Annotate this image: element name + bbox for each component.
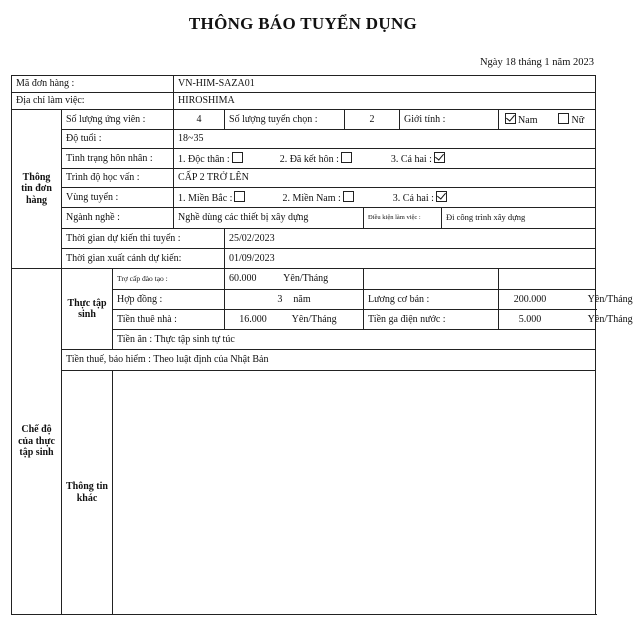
page-title: THÔNG BÁO TUYỂN DỤNG <box>188 14 418 33</box>
exam-row <box>12 229 596 249</box>
education-label: Trình độ học vấn : <box>62 169 174 188</box>
marital-row <box>12 149 596 169</box>
exam-label: Thời gian dự kiến thi tuyển : <box>62 229 225 249</box>
age-row <box>12 130 596 149</box>
gender-female-checkbox[interactable] <box>558 113 569 124</box>
recruitment-form <box>11 75 633 615</box>
education-row <box>12 169 596 188</box>
region-both-checkbox[interactable] <box>436 191 447 202</box>
marital-both-checkbox[interactable] <box>434 152 445 163</box>
gender-label: Giới tính : <box>400 110 499 130</box>
document-date: Ngày 18 tháng 1 năm 2023 <box>479 57 594 68</box>
workplace-value: HIROSHIMA <box>174 93 596 110</box>
salary-unit: Yên/Tháng <box>587 293 633 305</box>
insurance-row <box>12 350 596 371</box>
candidates-row <box>12 110 596 130</box>
utilities-label: Tiền ga điện nước : <box>364 310 499 330</box>
other-info-section: Thông tin khác <box>62 371 113 615</box>
rent-label: Tiền thuê nhà : <box>113 310 225 330</box>
training-row <box>12 269 596 290</box>
utilities-amount: 5.000 <box>518 313 542 325</box>
other-info-content <box>113 371 596 615</box>
candidates-value: 4 <box>174 110 225 130</box>
condition-value: Đi công trình xây dựng <box>442 208 596 229</box>
salary-cell <box>499 290 633 310</box>
utilities-unit: Yên/Tháng <box>587 313 633 325</box>
age-label: Độ tuổi : <box>62 130 174 149</box>
region-south-checkbox[interactable] <box>343 191 354 202</box>
marital-label: Tình trạng hôn nhân : <box>62 149 174 169</box>
candidates-label: Số lượng ứng viên : <box>62 110 174 130</box>
contract-label: Hợp đồng : <box>113 290 225 310</box>
region-options <box>174 188 596 208</box>
other-info-row <box>12 371 596 615</box>
gender-options <box>499 110 596 130</box>
marital-married-checkbox[interactable] <box>341 152 352 163</box>
marital-single-checkbox[interactable] <box>232 152 243 163</box>
departure-value: 01/09/2023 <box>225 249 596 269</box>
training-amount-cell <box>225 269 364 290</box>
order-code-label: Mã đơn hàng : <box>12 76 174 93</box>
region-north-label: 1. Miền Bắc : <box>178 192 233 204</box>
meals-text: Tiền ăn : Thực tập sinh tự túc <box>113 330 596 350</box>
contract-unit: năm <box>293 293 311 305</box>
job-value: Nghề dùng các thiết bị xây dựng <box>174 208 364 229</box>
region-label: Vùng tuyển : <box>62 188 174 208</box>
region-both-label: 3. Cả hai : <box>392 192 434 204</box>
rent-unit: Yên/Tháng <box>291 313 337 325</box>
training-amount: 60.000 <box>229 273 257 285</box>
marital-single-label: 1. Độc thân : <box>178 153 230 165</box>
marital-options <box>174 149 596 169</box>
job-label: Ngành nghề : <box>62 208 174 229</box>
trainee-subsection: Thực tập sinh <box>62 269 113 350</box>
region-north-checkbox[interactable] <box>234 191 245 202</box>
contract-value: 3 <box>277 293 283 305</box>
workplace-label: Địa chỉ làm việc: <box>12 93 174 110</box>
contract-value-cell <box>225 290 364 310</box>
training-label: Trợ cấp đào tạo : <box>113 269 225 290</box>
education-value: CẤP 2 TRỞ LÊN <box>174 169 596 188</box>
selected-value: 2 <box>345 110 400 130</box>
departure-label: Thời gian xuất cảnh dự kiến: <box>62 249 225 269</box>
region-south-label: 2. Miền Nam : <box>282 192 341 204</box>
rent-cell <box>225 310 364 330</box>
training-unit: Yên/Tháng <box>283 273 329 285</box>
training-empty-1 <box>364 269 499 290</box>
exam-value: 25/02/2023 <box>225 229 596 249</box>
order-code-value: VN-HIM-SAZA01 <box>174 76 596 93</box>
utilities-cell <box>499 310 633 330</box>
selected-label: Số lượng tuyển chọn : <box>225 110 345 130</box>
order-code-row <box>12 76 596 93</box>
marital-both-label: 3. Cả hai : <box>390 153 432 165</box>
job-row <box>12 208 596 229</box>
region-row <box>12 188 596 208</box>
gender-male-label: Nam <box>518 114 538 126</box>
salary-label: Lương cơ bản : <box>364 290 499 310</box>
marital-married-label: 2. Đã kết hôn : <box>279 153 339 165</box>
rent-amount: 16.000 <box>239 313 267 325</box>
training-empty-2 <box>499 269 596 290</box>
salary-amount: 200.000 <box>513 293 547 305</box>
condition-label: Điều kiện làm việc : <box>364 208 442 229</box>
gender-male-checkbox[interactable] <box>505 113 516 124</box>
age-value: 18~35 <box>174 130 596 149</box>
insurance-text: Tiền thuế, bảo hiểm : Theo luật định của Nhật Bản <box>62 350 596 371</box>
benefits-section: Chế độ của thực tập sinh <box>12 269 62 615</box>
workplace-row <box>12 93 596 110</box>
order-info-section: Thông tin đơn hàng <box>12 110 62 269</box>
gender-female-label: Nữ <box>571 114 585 126</box>
departure-row <box>12 249 596 269</box>
